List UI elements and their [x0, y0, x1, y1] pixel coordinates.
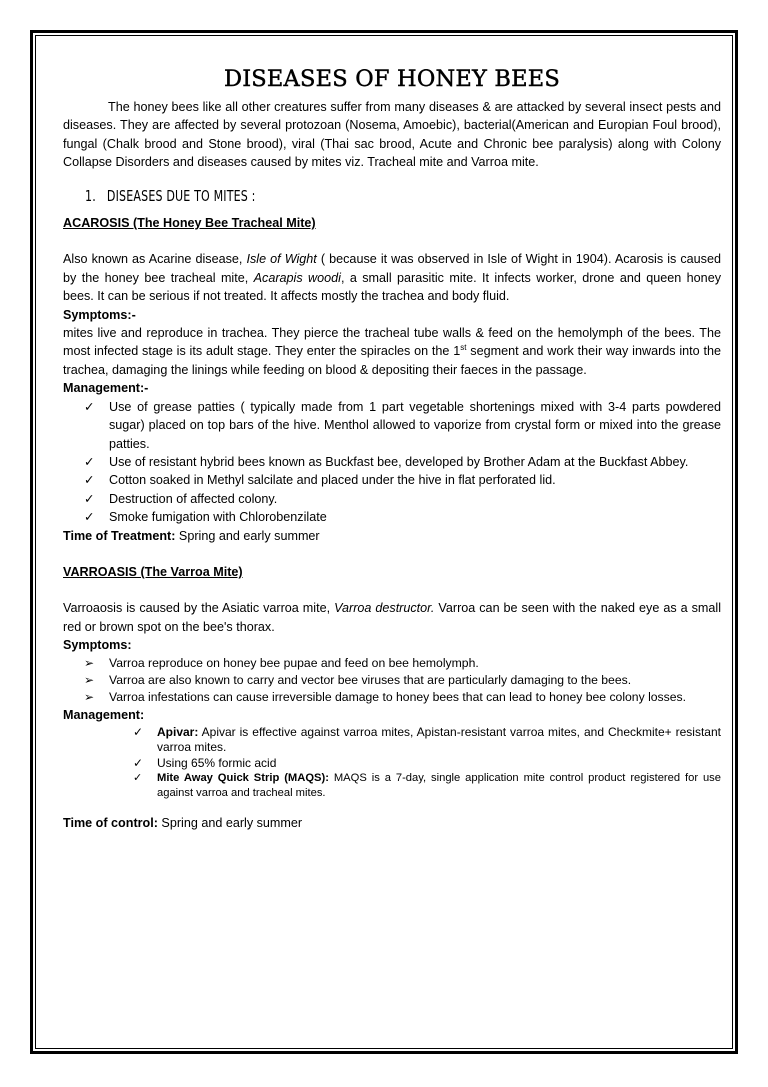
check-icon: ✓ [84, 454, 95, 469]
acarosis-desc-italic: Isle of Wight [246, 252, 317, 267]
acarosis-desc-part: ( because it was observed in Isle of Wight in 1904). Acarosis is caused by the honey bee tracheal mite, [63, 252, 721, 285]
list-item [63, 398, 721, 453]
acarosis-desc-part: Also known as Acarine disease, [63, 252, 247, 267]
list-item-text: Varroa infestations can cause irreversible damage to honey bees that can lead to honey bee colony losses. [109, 689, 687, 704]
check-icon: ✓ [84, 399, 95, 414]
varroasis-symptoms-list [63, 655, 721, 707]
varroasis-desc-part: Varroa can be seen with the naked eye as a small red or brown spot on the bee's thorax. [63, 601, 721, 634]
list-item-text: MAQS is a 7-day, single application mite control product registered for use against varroa and tracheal mites. [157, 772, 721, 799]
check-icon: ✓ [133, 724, 144, 739]
check-icon: ✓ [133, 755, 144, 770]
acarosis-symptoms-part: segment and work their way inwards into the trachea, damaging the linings while feeding on blood & depositing their faeces in the passage. [63, 344, 721, 377]
acarosis-symptoms-text [63, 324, 721, 379]
control-time-label: Time of control: [63, 816, 158, 831]
acarosis-heading: ACAROSIS (The Honey Bee Tracheal Mite) [63, 216, 316, 231]
list-item [63, 689, 721, 706]
acarosis-desc-italic: Acarapis woodi [253, 270, 341, 285]
varroasis-control-time [63, 814, 721, 832]
treatment-time-label: Time of Treatment: [63, 528, 176, 543]
varroasis-symptoms-label: Symptoms: [63, 638, 132, 653]
section-heading-mites [85, 187, 607, 205]
varroasis-desc-part: Varroaosis is caused by the Asiatic varroa mite, [63, 601, 335, 616]
varroasis-desc-italic: Varroa destructor. [334, 601, 435, 616]
list-item-text: Destruction of affected colony. [109, 491, 278, 506]
acarosis-symptoms-label: Symptoms:- [63, 307, 136, 322]
control-time-value: Spring and early summer [157, 816, 303, 831]
acarosis-management-list [63, 398, 721, 527]
acarosis-description [63, 250, 721, 305]
check-icon: ✓ [84, 473, 95, 488]
acarosis-symptoms-sup: st [460, 343, 467, 353]
list-item [63, 672, 721, 689]
list-item-bold: Mite Away Quick Strip (MAQS): [157, 772, 329, 785]
list-item [63, 490, 721, 508]
section-number: 1. [85, 186, 96, 205]
list-item [63, 756, 721, 772]
acarosis-treatment-time [63, 527, 721, 545]
list-item [63, 508, 721, 526]
varroasis-management-label: Management: [63, 708, 145, 723]
acarosis-desc-part: , a small parasitic mite. It infects worker, drone and queen honey bees. It can be serious if not treated. It affects mostly the trachea and body fluid. [63, 270, 721, 304]
list-item [63, 725, 721, 756]
arrow-bullet-icon: ➢ [84, 689, 95, 704]
acarosis-symptoms-part: mites live and reproduce in trachea. They pierce the tracheal tube walls & feed on the hemolymph of the bees. The most infected stage is its adult stage. They enter the spiracles on the 1 [63, 326, 721, 359]
list-item-text: Varroa reproduce on honey bee pupae and feed on bee hemolymph. [109, 655, 479, 670]
section-title: DISEASES DUE TO MITES : [106, 186, 256, 205]
check-icon: ✓ [84, 510, 95, 525]
list-item-text: Use of resistant hybrid bees known as Buckfast bee, developed by Brother Adam at the Buckfast Abbey. [109, 454, 689, 469]
acarosis-management-label: Management:- [63, 381, 149, 396]
intro-paragraph: The honey bees like all other creatures suffer from many diseases & are attacked by several insect pests and diseases. They are affected by several protozoan (Nosema, Amoebic), bacterial(American and Europian Foul brood), fungal (Chalk brood and Stone brood), viral (Thai sac brood, Acute and Chronic bee paralysis) along with Colony Collapse Disorders and diseases caused by mites viz. Tracheal mite and Varroa mite. [63, 100, 721, 170]
list-item-text: Smoke fumigation with Chlorobenzilate [109, 510, 327, 525]
varroasis-management-list [63, 725, 721, 801]
list-item [63, 771, 721, 800]
check-icon: ✓ [133, 772, 143, 785]
arrow-bullet-icon: ➢ [84, 672, 95, 687]
list-item-bold: Apivar: [157, 724, 199, 739]
varroasis-description [63, 599, 721, 636]
list-item-text: Varroa are also known to carry and vector bee viruses that are particularly damaging to the bees. [109, 672, 632, 687]
list-item-text: Use of grease patties ( typically made from 1 part vegetable shortenings mixed with 3-4 parts powdered sugar) placed on top bars of the hive. Menthol allowed to vaporize from crystal form or mixed into the grease patties. [109, 399, 721, 451]
document-page [63, 64, 721, 833]
arrow-bullet-icon: ➢ [84, 655, 95, 670]
list-item [63, 471, 721, 489]
check-icon: ✓ [84, 491, 95, 506]
varroasis-heading: VARROASIS (The Varroa Mite) [63, 564, 243, 579]
list-item-text: Cotton soaked in Methyl salcilate and placed under the hive in flat perforated lid. [109, 473, 556, 488]
list-item [63, 453, 721, 471]
treatment-time-value: Spring and early summer [175, 528, 320, 543]
list-item-text: Using 65% formic acid [157, 755, 277, 770]
list-item-text: Apivar is effective against varroa mites, Apistan-resistant varroa mites, and Checkmite+ resistant varroa mites. [157, 724, 721, 755]
page-title: DISEASES OF HONEY BEES [223, 66, 560, 92]
list-item [63, 655, 721, 672]
